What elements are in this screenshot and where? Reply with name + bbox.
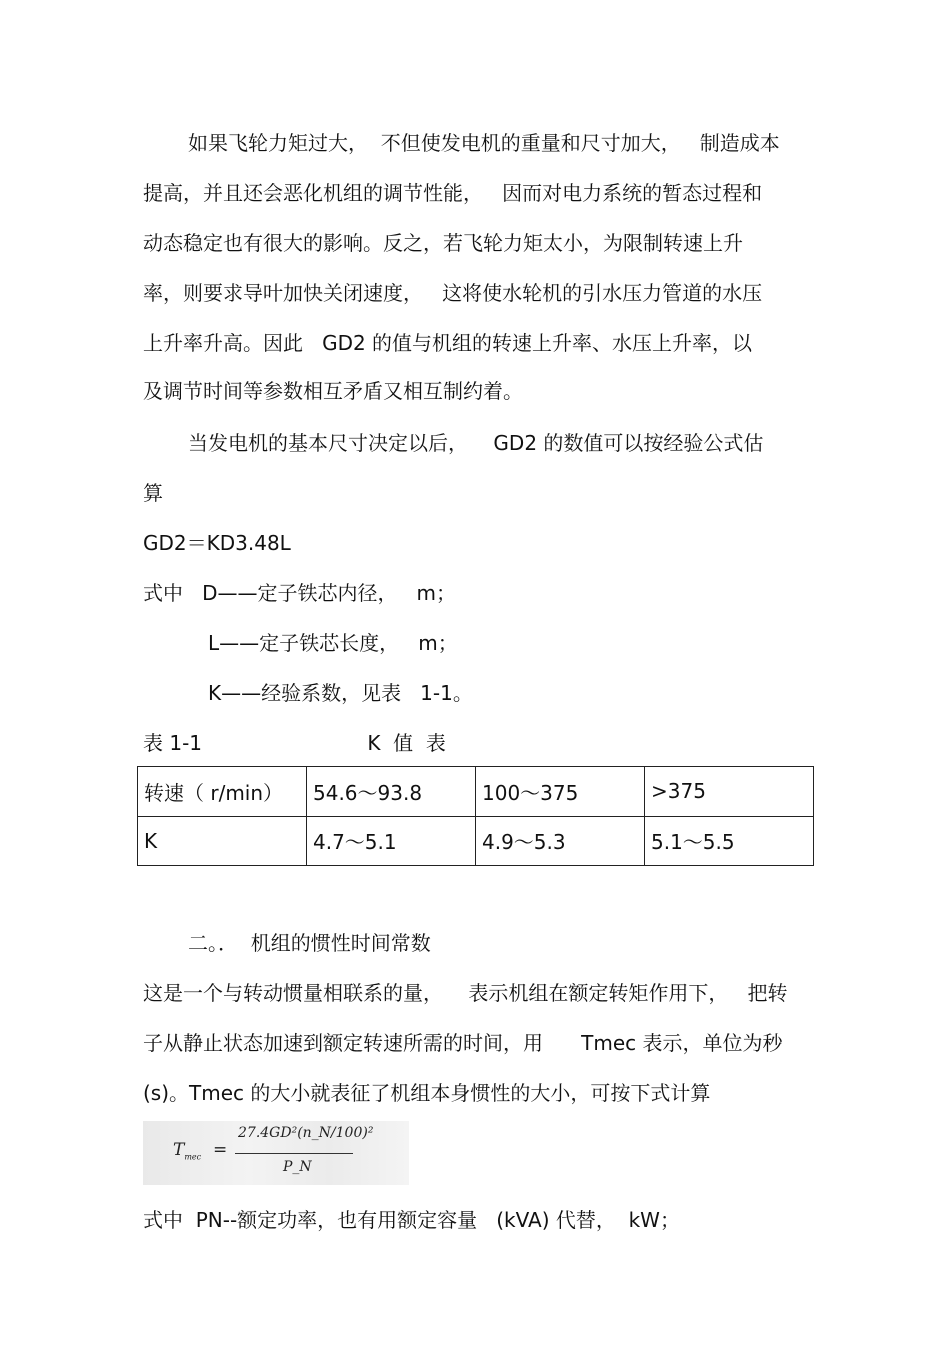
paragraph-line: 提高，并且还会恶化机组的调节性能， 因而对电力系统的暂态过程和 [143, 181, 763, 205]
table-cell: 54.6～93.8 [307, 767, 476, 817]
formula-lhs: $T_{mec}$ [173, 1140, 202, 1162]
paragraph-line: 子从静止状态加速到额定转速所需的时间，用 Tmec 表示，单位为秒 [143, 1031, 783, 1055]
table-caption: 表 1-1 K 值 表 [143, 731, 446, 755]
table-cell: 4.7～5.1 [307, 816, 476, 866]
tmec-formula-image [143, 1121, 409, 1185]
paragraph-line: 算 [143, 481, 163, 505]
definition-k: K——经验系数，见表 1-1。 [208, 681, 473, 705]
formula-numerator: 27.4GD²(n_N/100)² [238, 1125, 374, 1141]
formula-gd2: GD2＝KD3.48L [143, 531, 291, 555]
paragraph-line: 如果飞轮力矩过大， 不但使发电机的重量和尺寸加大， 制造成本 [188, 131, 780, 155]
paragraph-line: 当发电机的基本尺寸决定以后， GD2 的数值可以按经验公式估 [188, 431, 764, 455]
paragraph-line: 动态稳定也有很大的影响。反之，若飞轮力矩太小，为限制转速上升 [143, 231, 743, 255]
fraction-bar [235, 1153, 353, 1154]
table-cell: 转速（ r/min） [138, 767, 307, 817]
paragraph-line: 及调节时间等参数相互矛盾又相互制约着。 [143, 379, 523, 403]
paragraph-line: 率，则要求导叶加快关闭速度， 这将使水轮机的引水压力管道的水压 [143, 281, 763, 305]
paragraph-line: 这是一个与转动惯量相联系的量， 表示机组在额定转矩作用下， 把转 [143, 981, 788, 1005]
paragraph-line: 上升率升高。因此 GD2 的值与机组的转速上升率、水压上升率，以 [143, 331, 753, 355]
formula-equals: = [213, 1140, 228, 1160]
definition-l: L——定子铁芯长度， m； [208, 631, 458, 655]
table-cell: >375 [645, 767, 814, 817]
table-row [138, 816, 814, 866]
definition-d: 式中 D——定子铁芯内径， m； [143, 581, 457, 605]
paragraph-line: (s)。Tmec 的大小就表征了机组本身惯性的大小，可按下式计算 [143, 1081, 711, 1105]
table-cell: 4.9～5.3 [476, 816, 645, 866]
table-cell: 5.1～5.5 [645, 816, 814, 866]
k-value-table [137, 766, 814, 866]
definition-pn: 式中 PN--额定功率，也有用额定容量 (kVA) 代替， kW； [143, 1208, 680, 1232]
table-cell: K [138, 816, 307, 866]
table-cell: 100～375 [476, 767, 645, 817]
table-row [138, 767, 814, 817]
section-heading: 二。． 机组的惯性时间常数 [188, 931, 431, 955]
formula-denominator: P_N [283, 1159, 312, 1175]
